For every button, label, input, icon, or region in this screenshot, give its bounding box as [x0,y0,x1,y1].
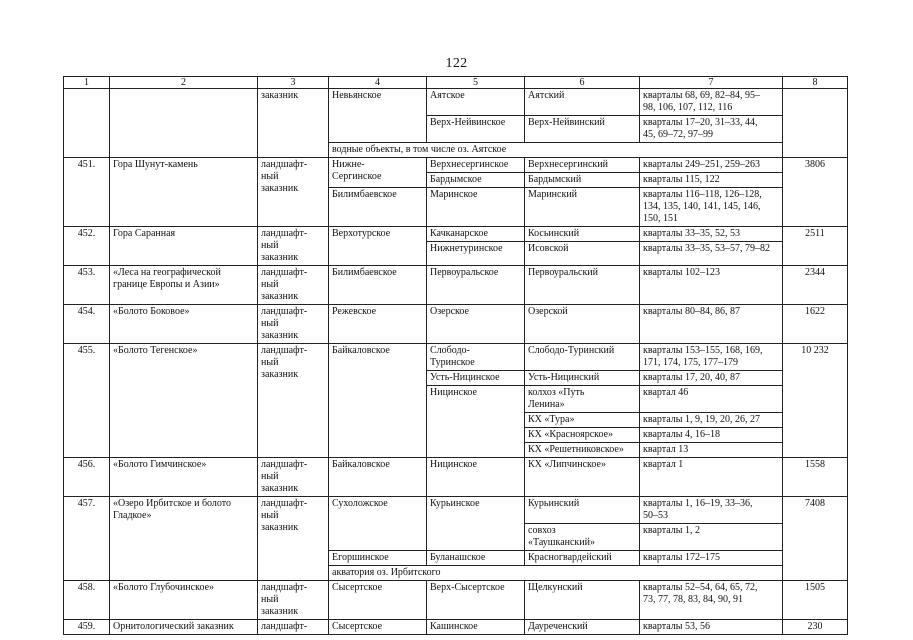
table-row [64,344,848,371]
cell-locality: Маринское [427,188,525,227]
cell-name: «Леса на географической границе Европы и Азии» [110,266,258,305]
cell-district: Егоршинское [329,551,427,566]
cell-quarters: кварталы 1, 2 [640,524,783,551]
cell-area: 3806 [783,158,848,227]
table-row [64,227,848,242]
cell-number [64,89,110,158]
cell-area: 230 [783,620,848,635]
cell-forestry: Исовской [525,242,640,266]
cell-quarters: кварталы 249–251, 259–263 [640,158,783,173]
cell-name: Гора Шунут-камень [110,158,258,227]
cell-type: заказник [258,89,329,158]
cell-name: «Озеро Ирбитское и болото Гладкое» [110,497,258,581]
table-row [64,458,848,497]
cell-locality: Ницинское [427,458,525,497]
col-header-6: 6 [525,77,640,89]
table-row [64,266,848,305]
table-row [64,497,848,524]
cell-quarters: кварталы 153–155, 168, 169, 171, 174, 175, 177–179 [640,344,783,371]
cell-name: «Болото Гимчинское» [110,458,258,497]
cell-area [783,89,848,158]
col-header-8: 8 [783,77,848,89]
cell-locality: Верх-Нейвинское [427,116,525,143]
header-row [64,77,848,89]
cell-quarters: кварталы 4, 16–18 [640,428,783,443]
cell-forestry: Верх-Нейвинский [525,116,640,143]
cell-forestry: КХ «Липчинское» [525,458,640,497]
cell-forestry: Озерской [525,305,640,344]
table-row [64,158,848,173]
cell-type: ландшафт- ный заказник [258,305,329,344]
cell-forestry: КХ «Красноярское» [525,428,640,443]
cell-forestry: Щелкунский [525,581,640,620]
cell-locality: Первоуральское [427,266,525,305]
cell-number: 459. [64,620,110,635]
page-number: 122 [445,56,468,71]
cell-forestry: Слободо-Туринский [525,344,640,371]
reserves-table [63,76,848,635]
col-header-3: 3 [258,77,329,89]
table-row [64,620,848,635]
cell-type: ландшафт- ный заказник [258,497,329,581]
cell-number: 456. [64,458,110,497]
cell-area: 2511 [783,227,848,266]
col-header-5: 5 [427,77,525,89]
cell-area: 10 232 [783,344,848,458]
cell-locality: Верхнесергинское [427,158,525,173]
cell-area: 1622 [783,305,848,344]
cell-water-objects: водные объекты, в том числе оз. Аятское [329,143,783,158]
cell-type: ландшафт- ный заказник [258,458,329,497]
cell-quarters: кварталы 52–54, 64, 65, 72, 73, 77, 78, 83, 84, 90, 91 [640,581,783,620]
cell-locality: Буланашское [427,551,525,566]
cell-locality: Верх-Сысертское [427,581,525,620]
cell-forestry: Косьинский [525,227,640,242]
cell-name: Орнитологический заказник [110,620,258,635]
cell-area: 1558 [783,458,848,497]
cell-number: 454. [64,305,110,344]
cell-number: 453. [64,266,110,305]
cell-district: Верхотурское [329,227,427,266]
cell-quarters: кварталы 80–84, 86, 87 [640,305,783,344]
cell-name [110,89,258,158]
col-header-7: 7 [640,77,783,89]
cell-district: Сухоложское [329,497,427,551]
cell-quarters: кварталы 33–35, 52, 53 [640,227,783,242]
cell-name: «Болото Боковое» [110,305,258,344]
cell-quarters: квартал 46 [640,386,783,413]
cell-number: 457. [64,497,110,581]
cell-number: 451. [64,158,110,227]
cell-quarters: кварталы 115, 122 [640,173,783,188]
cell-forestry: КХ «Тура» [525,413,640,428]
cell-quarters: кварталы 1, 16–19, 33–36, 50–53 [640,497,783,524]
cell-quarters: квартал 1 [640,458,783,497]
cell-quarters: кварталы 33–35, 53–57, 79–82 [640,242,783,266]
col-header-4: 4 [329,77,427,89]
cell-district: Билимбаевское [329,266,427,305]
cell-quarters: кварталы 68, 69, 82–84, 95– 98, 106, 107, 112, 116 [640,89,783,116]
cell-quarters: кварталы 17, 20, 40, 87 [640,371,783,386]
cell-locality: Нижнетуринское [427,242,525,266]
cell-locality: Озерское [427,305,525,344]
cell-forestry: Верхнесергинский [525,158,640,173]
cell-district: Билимбаевское [329,188,427,227]
table-row [64,581,848,620]
cell-forestry: Аятский [525,89,640,116]
cell-type: ландшафт- ный заказник [258,266,329,305]
cell-quarters: квартал 13 [640,443,783,458]
cell-quarters: кварталы 1, 9, 19, 20, 26, 27 [640,413,783,428]
cell-number: 452. [64,227,110,266]
cell-forestry: Курьинский [525,497,640,524]
cell-district: Режевское [329,305,427,344]
cell-type: ландшафт- ный заказник [258,581,329,620]
cell-forestry: совхоз «Таушканский» [525,524,640,551]
cell-locality: Усть-Ницинское [427,371,525,386]
cell-locality: Слободо- Туринское [427,344,525,371]
cell-type: ландшафт- ный заказник [258,344,329,458]
cell-area: 2344 [783,266,848,305]
cell-quarters: кварталы 172–175 [640,551,783,566]
cell-district: Невьянское [329,89,427,143]
cell-number: 455. [64,344,110,458]
cell-type: ландшафт- [258,620,329,635]
cell-district: Нижне- Сергинское [329,158,427,188]
cell-name: Гора Саранная [110,227,258,266]
cell-district: Байкаловское [329,458,427,497]
cell-type: ландшафт- ный заказник [258,158,329,227]
table-row [64,305,848,344]
cell-area: 1505 [783,581,848,620]
col-header-2: 2 [110,77,258,89]
table-row [64,89,848,116]
cell-area: 7408 [783,497,848,581]
cell-forestry: Маринский [525,188,640,227]
cell-district: Сысертское [329,620,427,635]
cell-type: ландшафт- ный заказник [258,227,329,266]
cell-forestry: Бардымский [525,173,640,188]
cell-locality: Кашинское [427,620,525,635]
cell-number: 458. [64,581,110,620]
cell-locality: Аятское [427,89,525,116]
col-header-1: 1 [64,77,110,89]
cell-district: Байкаловское [329,344,427,458]
cell-forestry: Первоуральский [525,266,640,305]
cell-locality: Ницинское [427,386,525,458]
cell-district: Сысертское [329,581,427,620]
cell-forestry: Красногвардейский [525,551,640,566]
cell-locality: Курьинское [427,497,525,551]
cell-name: «Болото Тегенское» [110,344,258,458]
cell-locality: Бардымское [427,173,525,188]
cell-locality: Качканарское [427,227,525,242]
cell-quarters: кварталы 102–123 [640,266,783,305]
cell-forestry: колхоз «Путь Ленина» [525,386,640,413]
cell-forestry: Усть-Ницинский [525,371,640,386]
cell-name: «Болото Глубочинское» [110,581,258,620]
cell-forestry: КХ «Решетниковское» [525,443,640,458]
cell-quarters: кварталы 116–118, 126–128, 134, 135, 140, 141, 145, 146, 150, 151 [640,188,783,227]
cell-water-objects: акватория оз. Ирбитского [329,566,783,581]
cell-forestry: Дауреченский [525,620,640,635]
cell-quarters: кварталы 17–20, 31–33, 44, 45, 69–72, 97–99 [640,116,783,143]
cell-quarters: кварталы 53, 56 [640,620,783,635]
